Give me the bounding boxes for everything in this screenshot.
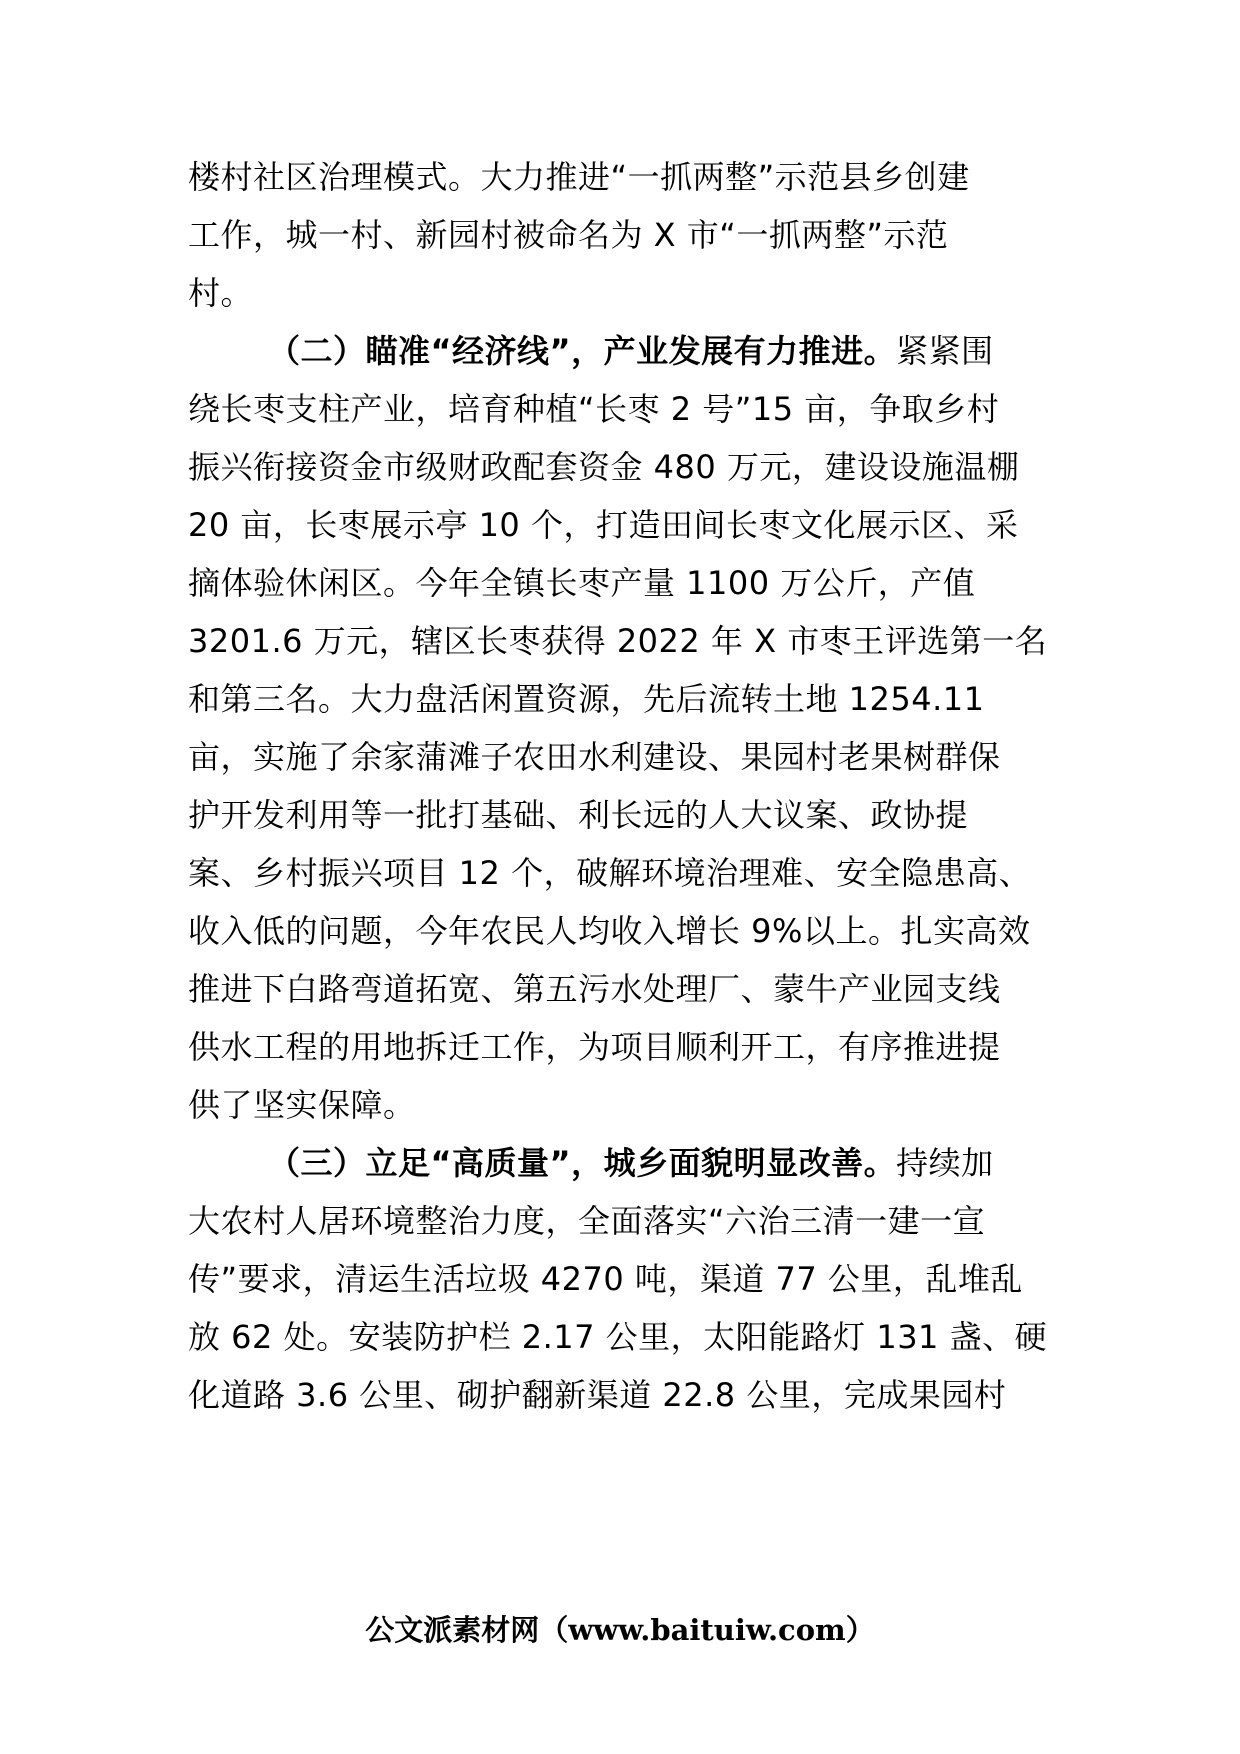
section-heading-line	[268, 1143, 1058, 1183]
body-line: 工作，城一村、新园村被命名为 X 市“一抓两整”示范	[188, 216, 949, 254]
section-heading: （三）立足“高质量”，城乡面貌明显改善。	[268, 1144, 897, 1182]
section-heading: （二）瞄准“经济线”，产业发展有力推进。	[268, 332, 897, 370]
body-line: 收入低的问题，今年农民人均收入增长 9%以上。扎实高效	[188, 912, 1031, 950]
section-heading-continuation: 持续加	[896, 1144, 994, 1182]
body-line: 摘体验休闲区。今年全镇长枣产量 1100 万公斤，产值	[188, 564, 976, 602]
body-line: 和第三名。大力盘活闲置资源，先后流转土地 1254.11	[188, 680, 985, 718]
body-line: 大农村人居环境整治力度，全面落实“六治三清一建一宣	[188, 1202, 986, 1240]
section-heading-continuation: 紧紧围	[896, 332, 994, 370]
section-heading-line	[268, 331, 1058, 371]
body-line: 推进下白路弯道拓宽、第五污水处理厂、蒙牛产业园支线	[188, 970, 1001, 1008]
body-line: 案、乡村振兴项目 12 个，破解环境治理难、安全隐患高、	[188, 854, 1032, 892]
body-line: 护开发利用等一批打基础、利长远的人大议案、政协提	[188, 796, 969, 834]
body-line: 传”要求，清运生活垃圾 4270 吨，渠道 77 公里，乱堆乱	[188, 1260, 1023, 1298]
body-line: 化道路 3.6 公里、砌护翻新渠道 22.8 公里，完成果园村	[188, 1376, 1007, 1414]
body-line: 3201.6 万元，辖区长枣获得 2022 年 X 市枣王评选第一名	[188, 622, 1048, 660]
body-line: 绕长枣支柱产业，培育种植“长枣 2 号”15 亩，争取乡村	[188, 390, 1000, 428]
body-line: 亩，实施了余家蒲滩子农田水利建设、果园村老果树群保	[188, 738, 1001, 776]
body-line: 供了坚实保障。	[188, 1086, 416, 1124]
body-line: 20 亩，长枣展示亭 10 个，打造田间长枣文化展示区、采	[188, 506, 1019, 544]
body-line: 楼村社区治理模式。大力推进“一抓两整”示范县乡创建	[188, 158, 970, 196]
footer-source: 公文派素材网（www.baituiw.com）	[365, 1613, 875, 1647]
body-line: 供水工程的用地拆迁工作，为项目顺利开工，有序推进提	[188, 1028, 1001, 1066]
body-line: 村。	[188, 274, 254, 312]
body-line: 振兴衔接资金市级财政配套资金 480 万元，建设设施温棚	[188, 448, 1020, 486]
body-line: 放 62 处。安装防护栏 2.17 公里，太阳能路灯 131 盏、硬	[188, 1318, 1048, 1356]
